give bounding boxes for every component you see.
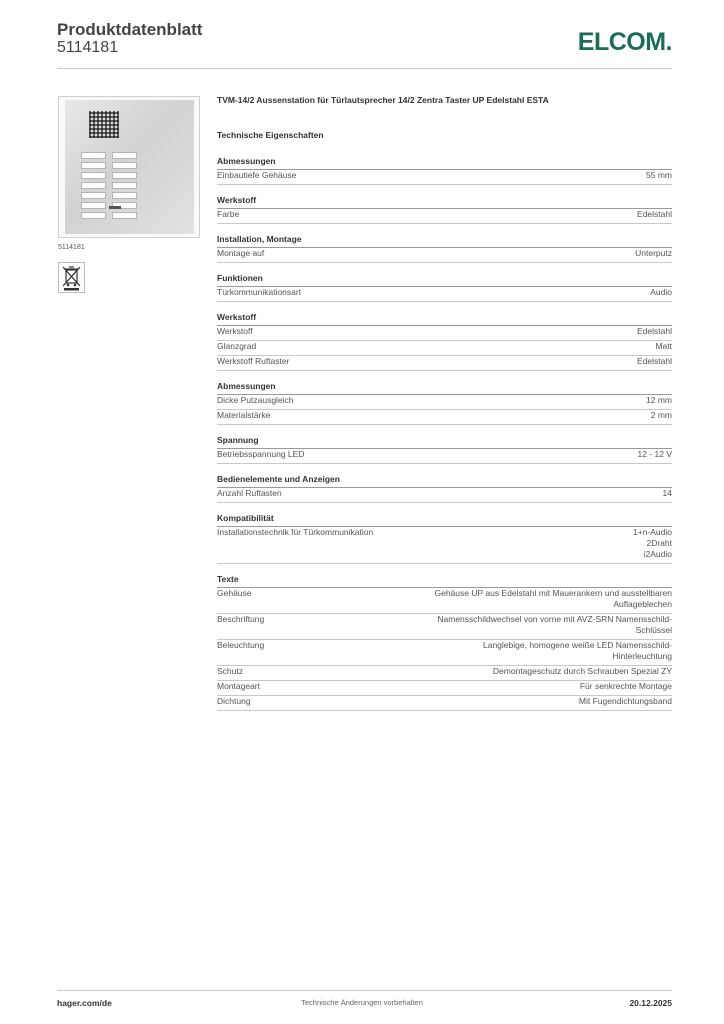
spec-value-line: 12 - 12 V [637,449,672,459]
spec-row [217,395,672,410]
spec-value [434,588,672,610]
spec-group-title: Bedienelemente und Anzeigen [217,474,340,484]
spec-row [217,209,672,224]
spec-value-line: Audio [650,287,672,297]
spec-label: Betriebsspannung LED [217,449,305,459]
spec-value-line: 55 mm [646,170,672,180]
brand-plate [109,206,121,209]
spec-row [217,681,672,696]
door-station-panel [65,100,194,234]
call-button-illustration [112,162,137,169]
spec-label: Beleuchtung [217,640,265,650]
spec-row [217,527,672,564]
spec-value [650,287,672,298]
spec-group-title: Abmessungen [217,381,276,391]
spec-value-line: 12 mm [646,395,672,405]
spec-value-line: Demontageschutz durch Schrauben Spezial ZY [492,666,672,676]
spec-label: Beschriftung [217,614,265,624]
spec-value [633,527,672,560]
spec-row [217,449,672,464]
spec-value [437,614,672,636]
spec-value-line: i2Audio [643,549,672,559]
spec-group-title: Kompatibilität [217,513,274,523]
spec-label: Dicke Putzausgleich [217,395,294,405]
spec-label: Glanzgrad [217,341,257,351]
spec-value-line: Langlebige, homogene weiße LED Namensschild- [483,640,672,650]
call-button-illustration [81,152,106,159]
spec-label: Einbautiefe Gehäuse [217,170,297,180]
call-button-illustration [81,172,106,179]
spec-value-line: 14 [662,488,672,498]
call-button-illustration [112,192,137,199]
document-title: Produktdatenblatt [57,20,203,39]
spec-value-line: Edelstahl [637,209,672,219]
call-button-illustration [81,202,106,209]
spec-group-title: Funktionen [217,273,263,283]
spec-group-title: Werkstoff [217,312,257,322]
footer-website[interactable]: hager.com/de [57,998,112,1008]
spec-row [217,488,672,503]
spec-row [217,666,672,681]
spec-row [217,248,672,263]
spec-row [217,287,672,302]
spec-row [217,696,672,711]
call-button-illustration [112,172,137,179]
spec-group-title: Installation, Montage [217,234,302,244]
spec-value-line: Edelstahl [637,356,672,366]
spec-value [655,341,672,352]
spec-value-line: Unterputz [635,248,672,258]
spec-group-title: Spannung [217,435,259,445]
spec-value [580,681,672,692]
spec-label: Werkstoff Ruftaster [217,356,290,366]
spec-value-line: Namensschildwechsel von vorne mit AVZ-SRN Namensschild- [437,614,672,624]
call-button-illustration [112,182,137,189]
product-title: TVM-14/2 Aussenstation für Türlautsprecher 14/2 Zentra Taster UP Edelstahl ESTA [217,95,549,105]
footer-disclaimer: Technische Änderungen vorbehalten [301,998,423,1007]
spec-value-line: Mit Fugendichtungsband [578,696,672,706]
call-button-illustration [81,212,106,219]
call-button-illustration [81,192,106,199]
call-button-illustration [81,162,106,169]
spec-label: Farbe [217,209,240,219]
spec-label: Türkommunikationsart [217,287,302,297]
speaker-grille [89,111,119,138]
spec-row [217,410,672,425]
spec-value [638,449,673,460]
spec-value [646,170,672,181]
spec-row [217,356,672,371]
footer-date: 20.12.2025 [629,998,672,1008]
spec-row [217,341,672,356]
footer-divider [57,990,672,991]
spec-row [217,640,672,666]
spec-label: Anzahl Ruftasten [217,488,282,498]
spec-value [635,248,672,259]
spec-value [493,666,672,677]
elcom-logo: ELCOM. [577,28,672,56]
spec-group-title: Texte [217,574,239,584]
spec-value-line: 1+n-Audio [633,527,672,537]
article-number: 5114181 [57,39,119,56]
spec-value-line: Hinterleuchtung [612,651,672,661]
spec-value-line: Auflageblechen [613,599,672,609]
spec-row [217,170,672,185]
spec-value [663,488,672,499]
spec-label: Montageart [217,681,260,691]
call-button-illustration [112,152,137,159]
spec-value [483,640,672,662]
spec-row [217,614,672,640]
spec-value [646,395,672,406]
image-caption: 5114181 [58,244,85,251]
spec-group-title: Werkstoff [217,195,257,205]
spec-value-line: Schlüssel [635,625,672,635]
spec-value-line: Matt [655,341,672,351]
spec-value [637,209,672,220]
spec-value-line: 2 mm [650,410,672,420]
spec-value-line: Edelstahl [637,326,672,336]
call-button-illustration [112,212,137,219]
spec-label: Schutz [217,666,243,676]
spec-label: Werkstoff [217,326,253,336]
spec-group-title: Abmessungen [217,156,276,166]
spec-label: Gehäuse [217,588,252,598]
spec-row [217,326,672,341]
spec-value-line: 2Draht [646,538,672,548]
spec-value [579,696,672,707]
spec-row [217,588,672,614]
spec-label: Installationstechnik für Türkommunikation [217,527,374,537]
spec-value-line: Gehäuse UP aus Edelstahl mit Mauerankern und ausstellbaren [434,588,672,598]
spec-value [637,326,672,337]
spec-value [637,356,672,367]
spec-label: Materialstärke [217,410,271,420]
header-divider [57,68,672,69]
spec-label: Montage auf [217,248,265,258]
product-image [58,96,200,238]
crossed-out-wheelie-bin-icon [58,262,85,293]
spec-value [651,410,672,421]
spec-label: Dichtung [217,696,251,706]
section-title: Technische Eigenschaften [217,130,324,140]
spec-value-line: Für senkrechte Montage [579,681,672,691]
call-button-illustration [81,182,106,189]
